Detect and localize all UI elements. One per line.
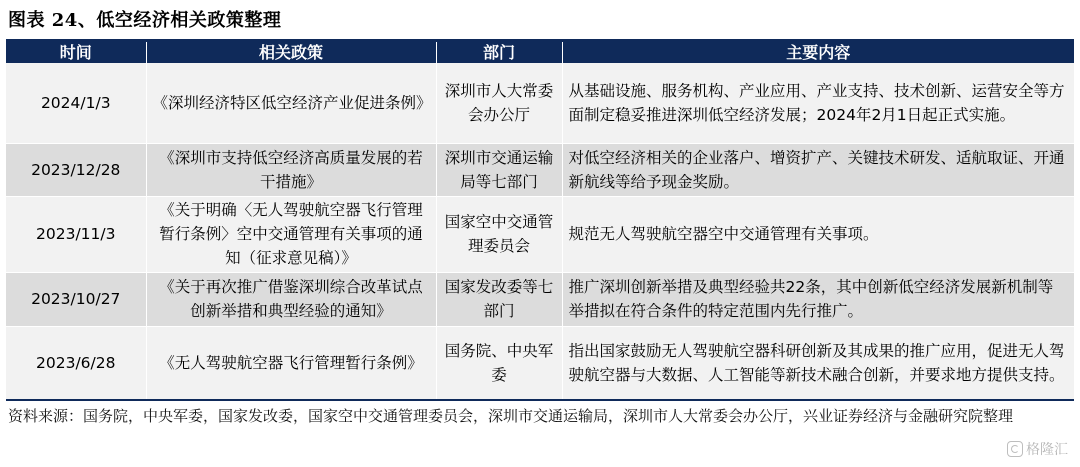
cell-date: 2023/11/3 xyxy=(6,196,146,272)
watermark xyxy=(1007,439,1068,459)
cell-content: 对低空经济相关的企业落户、增资扩产、关键技术研发、适航取证、开通新航线等给予现金奖励。 xyxy=(562,143,1074,196)
cell-policy: 《关于明确〈无人驾驶航空器飞行管理暂行条例〉空中交通管理有关事项的通知（征求意见稿）》 xyxy=(146,196,436,272)
cell-date: 2024/1/3 xyxy=(6,63,146,143)
table-row xyxy=(6,143,1074,196)
header-dept: 部门 xyxy=(436,42,562,63)
policy-table xyxy=(6,42,1074,401)
cell-content: 推广深圳创新举措及典型经验共22条，其中创新低空经济发展新机制等举措拟在符合条件的特定范围内先行推广。 xyxy=(562,272,1074,326)
figure-title: 图表 24、低空经济相关政策整理 xyxy=(8,10,282,31)
cell-date: 2023/10/27 xyxy=(6,272,146,326)
cell-policy: 《深圳市支持低空经济高质量发展的若干措施》 xyxy=(146,143,436,196)
table-row xyxy=(6,196,1074,272)
cell-policy: 《深圳经济特区低空经济产业促进条例》 xyxy=(146,63,436,143)
watermark-logo-icon xyxy=(1007,441,1023,457)
cell-dept: 深圳市交通运输局等七部门 xyxy=(436,143,562,196)
cell-dept: 国家发改委等七部门 xyxy=(436,272,562,326)
header-date: 时间 xyxy=(6,42,146,63)
table-row xyxy=(6,272,1074,326)
table-row xyxy=(6,63,1074,143)
table-row xyxy=(6,326,1074,400)
cell-content: 从基础设施、服务机构、产业应用、产业支持、技术创新、运营安全等方面制定稳妥推进深圳低空经济发展；2024年2月1日起正式实施。 xyxy=(562,63,1074,143)
cell-dept: 国家空中交通管理委员会 xyxy=(436,196,562,272)
table-bottom-rule xyxy=(6,399,1074,401)
header-content: 主要内容 xyxy=(562,42,1074,63)
header-policy: 相关政策 xyxy=(146,42,436,63)
watermark-text: 格隆汇 xyxy=(1026,442,1068,458)
cell-content: 规范无人驾驶航空器空中交通管理有关事项。 xyxy=(562,196,1074,272)
cell-dept: 国务院、中央军委 xyxy=(436,326,562,400)
source-note: 资料来源：国务院，中央军委，国家发改委，国家空中交通管理委员会，深圳市交通运输局，深圳市人大常委会办公厅，兴业证券经济与金融研究院整理 xyxy=(8,407,1014,425)
cell-policy: 《关于再次推广借鉴深圳综合改革试点创新举措和典型经验的通知》 xyxy=(146,272,436,326)
table-header-row xyxy=(6,42,1074,63)
cell-dept: 深圳市人大常委会办公厅 xyxy=(436,63,562,143)
cell-content: 指出国家鼓励无人驾驶航空器科研创新及其成果的推广应用，促进无人驾驶航空器与大数据、人工智能等新技术融合创新，并要求地方提供支持。 xyxy=(562,326,1074,400)
cell-date: 2023/12/28 xyxy=(6,143,146,196)
cell-date: 2023/6/28 xyxy=(6,326,146,400)
cell-policy: 《无人驾驶航空器飞行管理暂行条例》 xyxy=(146,326,436,400)
